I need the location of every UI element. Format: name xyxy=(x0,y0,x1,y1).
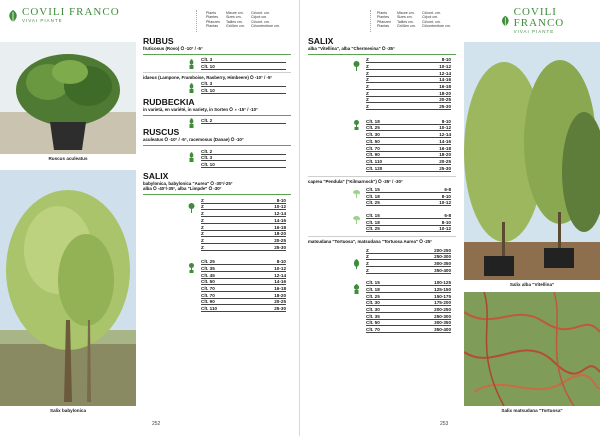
right-page xyxy=(300,0,600,436)
divider xyxy=(143,145,291,146)
trunk-size: 8-10 xyxy=(441,118,451,124)
container-size: Clt. 70 xyxy=(366,145,380,151)
container-size: Clt. 18 xyxy=(366,219,380,225)
table-row xyxy=(201,279,286,286)
legend-text: Größen cm. xyxy=(397,24,416,29)
trunk-size: 12-14 xyxy=(274,211,286,217)
header-legend xyxy=(377,11,451,29)
table-row xyxy=(366,193,451,200)
trunk-size: 200-250 xyxy=(434,307,451,313)
container-size: Z xyxy=(366,97,369,103)
photo-salix-alba-vitellina xyxy=(464,42,600,280)
row-block xyxy=(308,212,456,232)
genus-title: RUDBECKIA xyxy=(143,96,195,107)
table-row xyxy=(201,224,286,231)
divider xyxy=(143,54,291,55)
trunk-size: 8-10 xyxy=(441,193,451,199)
container-size: Clt. 35 xyxy=(366,313,380,319)
container-size: Z xyxy=(201,224,204,230)
trunk-size: 300-350 xyxy=(434,260,451,266)
brand-logo xyxy=(7,7,120,24)
leaf-logo-icon xyxy=(500,14,511,28)
table-row xyxy=(366,254,451,261)
divider xyxy=(308,176,456,177)
container-size: Clt. 30 xyxy=(366,307,380,313)
plant-pot-icon xyxy=(187,118,196,128)
container-size: Z xyxy=(366,84,369,90)
species-line: in varietà, en variété, in variety, in Sorten ⭘ ◑ -15° / -10° xyxy=(143,106,258,112)
brand-name: COVILI FRANCO xyxy=(22,6,120,18)
container-size: Clt. 25 xyxy=(366,293,380,299)
trunk-size: 20-25 xyxy=(439,158,451,164)
table-row xyxy=(366,306,451,313)
table-row xyxy=(366,212,451,219)
trunk-size: 16-18 xyxy=(439,145,451,151)
table-row xyxy=(201,217,286,224)
legend-text: Sizes cm. xyxy=(226,15,242,20)
container-size: Z xyxy=(366,260,369,266)
legend-text: Tailles cm. xyxy=(397,19,414,24)
legend-text: Plants xyxy=(206,11,216,15)
photo-caption: Salix alba "Vitellina" xyxy=(509,282,555,287)
trunk-size: 14-16 xyxy=(274,279,286,285)
trunk-size: 18-20 xyxy=(439,90,451,96)
header-legend xyxy=(206,11,280,29)
trunk-size: 16-18 xyxy=(274,224,286,230)
container-size: Clt. 18 xyxy=(366,118,380,124)
container-size: Clt. 10 xyxy=(201,63,215,69)
container-size: Clt. 50 xyxy=(366,320,380,326)
table-row xyxy=(366,260,451,267)
header-divider xyxy=(196,10,198,32)
trunk-size: 25-30 xyxy=(439,104,451,110)
container-size: Z xyxy=(366,57,369,63)
container-size: Clt. 110 xyxy=(366,158,383,164)
divider xyxy=(308,236,456,237)
genus-title: SALIX xyxy=(143,170,169,181)
container-size: Clt. 2 xyxy=(201,148,213,154)
leaf-logo-icon xyxy=(7,9,19,23)
container-size: Clt. 10 xyxy=(201,87,215,93)
container-size: Z xyxy=(201,211,204,217)
trunk-size: 10-12 xyxy=(439,63,451,69)
table-row xyxy=(201,292,286,299)
legend-text: Plantes xyxy=(377,15,389,20)
legend-text: Ci/cont. cm. xyxy=(421,19,441,24)
brand-logo xyxy=(500,7,600,35)
container-size: Clt. 50 xyxy=(201,279,215,285)
table-row xyxy=(366,125,451,132)
container-size: Clt. 3 xyxy=(201,57,213,63)
table-row xyxy=(366,267,451,274)
trunk-size: 8-10 xyxy=(276,259,286,265)
legend-text: Pflanzen xyxy=(377,19,391,24)
trunk-size: 10-12 xyxy=(274,204,286,210)
photo-ruscus xyxy=(0,42,136,154)
row-block xyxy=(143,118,291,125)
trunk-size: 10-12 xyxy=(439,125,451,131)
legend-text: Ci/cont. cm. xyxy=(250,11,270,15)
container-size: Clt. 30 xyxy=(366,300,380,306)
table-row xyxy=(366,97,451,104)
legend-text: Größen cm. xyxy=(226,24,245,29)
species-line: alba ⭘ -40°/-35°, alba "Limpde" ⭘ -30° xyxy=(143,186,222,192)
trunk-size: 25-30 xyxy=(439,165,451,171)
trunk-size: 18-20 xyxy=(439,152,451,158)
legend-text: Misure cm. xyxy=(226,11,244,15)
container-size: Clt. 90 xyxy=(366,152,380,158)
trunk-size: 250-300 xyxy=(434,313,451,319)
left-price-list xyxy=(143,37,291,312)
table-row xyxy=(366,118,451,125)
container-size: Z xyxy=(366,267,369,273)
row-block xyxy=(143,148,291,168)
trunk-size: 20-25 xyxy=(274,299,286,305)
weeping-tree-icon xyxy=(352,188,361,198)
divider xyxy=(143,194,291,195)
container-size: Clt. 3 xyxy=(201,81,213,87)
trunk-size: 10-12 xyxy=(439,200,451,206)
row-block xyxy=(143,197,291,251)
trunk-size: 125-150 xyxy=(434,287,451,293)
table-row xyxy=(366,313,451,320)
trunk-size: 25-30 xyxy=(274,306,286,312)
container-size: Z xyxy=(366,63,369,69)
container-size: Clt. 25 xyxy=(366,200,380,206)
container-size: Z xyxy=(366,70,369,76)
table-row xyxy=(366,226,451,233)
container-size: Z xyxy=(366,104,369,110)
trunk-size: 100-125 xyxy=(434,280,451,286)
legend-text: Ci/cont. cm. xyxy=(421,11,441,15)
table-row xyxy=(366,186,451,193)
row-block xyxy=(308,247,456,274)
photo-caption: Salix matsudana "Tortuosa" xyxy=(501,408,563,413)
legend-text: Plantas xyxy=(377,24,389,29)
container-size: Z xyxy=(201,237,204,243)
container-size: Clt. 70 xyxy=(201,292,215,298)
container-size: Clt. 25 xyxy=(201,259,215,265)
trunk-size: 10-12 xyxy=(274,265,286,271)
table-row xyxy=(201,87,286,94)
row-block xyxy=(143,81,291,94)
container-size: Clt. 70 xyxy=(366,327,380,333)
table-row xyxy=(201,305,286,312)
legend-text: Pflanzen xyxy=(206,19,220,24)
container-size: Clt. 90 xyxy=(201,299,215,305)
container-size: Clt. 18 xyxy=(366,287,380,293)
container-size: Clt. 3 xyxy=(201,155,213,161)
container-size: Z xyxy=(366,90,369,96)
trunk-size: 8-10 xyxy=(441,219,451,225)
table-row xyxy=(366,152,451,159)
trunk-size: 350-400 xyxy=(434,267,451,273)
table-row xyxy=(366,77,451,84)
trunk-size: 14-16 xyxy=(439,77,451,83)
trunk-size: 6-8 xyxy=(444,212,451,218)
container-size: Clt. 25 xyxy=(366,125,380,131)
table-row xyxy=(201,272,286,279)
table-row xyxy=(366,247,451,254)
table-row xyxy=(366,326,451,333)
plant-pot-icon xyxy=(187,59,196,69)
right-price-list xyxy=(308,37,456,333)
header-divider xyxy=(370,10,372,32)
trunk-size: 8-10 xyxy=(441,57,451,63)
species-line: caprea "Pendula" ("Kilmarnock") ⭘ -35° / -30° xyxy=(308,178,403,184)
table-row xyxy=(366,103,451,110)
legend-text: Tailles cm. xyxy=(226,19,243,24)
legend-text: Ci/pot cm. xyxy=(421,15,439,20)
container-size: Clt. 15 xyxy=(366,280,380,286)
weeping-tree-icon xyxy=(352,214,361,224)
table-row xyxy=(201,118,286,125)
table-row xyxy=(201,161,286,168)
brand-tagline: VIVAI PIANTE xyxy=(513,29,555,34)
container-size: Z xyxy=(366,254,369,260)
container-size: Clt. 15 xyxy=(366,212,380,218)
shrub-icon xyxy=(352,259,361,269)
divider xyxy=(143,115,291,116)
legend-text: Sizes cm. xyxy=(397,15,413,20)
container-size: Clt. 70 xyxy=(201,286,215,291)
table-row xyxy=(201,197,286,204)
trunk-size: 200-250 xyxy=(434,247,451,253)
trunk-size: 6-8 xyxy=(444,186,451,192)
container-size: Clt. 35 xyxy=(201,265,215,271)
container-size: Z xyxy=(201,204,204,210)
legend-text: Ci/pot cm. xyxy=(250,15,268,20)
trunk-size: 12-14 xyxy=(274,272,286,278)
table-row xyxy=(366,90,451,97)
container-size: Clt. 120 xyxy=(366,165,383,171)
genus-title: RUSCUS xyxy=(143,127,180,138)
species-line: babylonica, babylonica "Aurea" ⭘ -30°/-25° xyxy=(143,180,233,186)
table-row xyxy=(366,131,451,138)
divider xyxy=(143,72,291,73)
genus-title: RUBUS xyxy=(143,36,174,46)
table-row xyxy=(201,57,286,64)
table-row xyxy=(201,285,286,292)
photo-salix-tortuosa xyxy=(464,292,600,406)
container-size: Clt. 18 xyxy=(366,193,380,199)
photo-salix-babylonica xyxy=(0,170,136,406)
row-block xyxy=(308,118,456,172)
container-size: Clt. 30 xyxy=(366,132,380,138)
row-block xyxy=(143,259,291,313)
legend-text: Ci/contenitore cm. xyxy=(250,24,280,29)
legend-text: Ci/cont. cm. xyxy=(250,19,270,24)
container-size: Clt. 10 xyxy=(201,161,215,167)
trunk-size: 300-350 xyxy=(434,320,451,326)
brand-name: COVILI FRANCO xyxy=(513,6,565,29)
tree-standard-icon xyxy=(187,203,196,213)
plant-pot-icon xyxy=(187,152,196,162)
tree-pot-icon xyxy=(352,120,361,130)
table-row xyxy=(366,145,451,152)
trunk-size: 20-25 xyxy=(439,97,451,103)
genus-title: SALIX xyxy=(308,36,334,46)
row-block xyxy=(308,186,456,206)
container-size: Z xyxy=(366,247,369,253)
trunk-size: 14-16 xyxy=(274,217,286,223)
table-row xyxy=(366,200,451,207)
container-size: Clt. 15 xyxy=(366,186,380,192)
divider xyxy=(308,54,456,55)
table-row xyxy=(201,148,286,155)
table-row xyxy=(201,204,286,211)
legend-text: Misure cm. xyxy=(397,11,415,15)
plant-pot-icon xyxy=(187,83,196,93)
row-block xyxy=(308,57,456,111)
table-row xyxy=(366,70,451,77)
species-line: matsudana "Tortuosa", matsudana "Tortuosa Aurea" ⭘ -25° xyxy=(308,239,433,245)
table-row xyxy=(201,299,286,306)
page-number: 252 xyxy=(152,421,161,427)
table-row xyxy=(366,138,451,145)
trunk-size: 8-10 xyxy=(276,197,286,203)
trunk-size: 25-30 xyxy=(274,244,286,250)
trunk-size: 350-400 xyxy=(434,327,451,333)
table-row xyxy=(366,57,451,64)
table-row xyxy=(366,286,451,293)
container-size: Z xyxy=(201,231,204,237)
table-row xyxy=(201,244,286,251)
table-row xyxy=(366,63,451,70)
table-row xyxy=(201,210,286,217)
row-block xyxy=(308,280,456,334)
trunk-size: 175-200 xyxy=(434,300,451,306)
container-size: Clt. 25 xyxy=(366,226,380,232)
shrub-pot-icon xyxy=(352,284,361,294)
species-line: aculeatus ⭘ -10° / -5°, racemosus (Danae) ⭘ -10° xyxy=(143,137,244,143)
container-size: Z xyxy=(366,77,369,83)
trunk-size: 12-14 xyxy=(439,70,451,76)
row-block xyxy=(143,57,291,70)
table-row xyxy=(201,259,286,266)
table-row xyxy=(201,81,286,88)
container-size: Clt. 45 xyxy=(201,272,215,278)
legend-text: Plantes xyxy=(206,15,218,20)
container-size: Clt. 50 xyxy=(366,138,380,144)
table-row xyxy=(366,83,451,90)
brand-tagline: VIVAI PIANTE xyxy=(22,18,63,23)
container-size: Z xyxy=(201,197,204,203)
table-row xyxy=(366,280,451,287)
page-number: 253 xyxy=(440,421,449,427)
table-row xyxy=(201,265,286,272)
table-row xyxy=(201,237,286,244)
table-row xyxy=(366,158,451,165)
legend-text: Ci/contenitore cm. xyxy=(421,24,451,29)
table-row xyxy=(366,165,451,172)
legend-text: Plants xyxy=(377,11,387,15)
table-row xyxy=(201,63,286,70)
species-line: fruticosus (Rovo) ⭘ -10° / -5° xyxy=(143,46,203,51)
trunk-size: 150-175 xyxy=(434,293,451,299)
tree-pot-icon xyxy=(187,263,196,273)
trunk-size: 18-20 xyxy=(274,292,286,298)
legend-text: Plantas xyxy=(206,24,218,29)
table-row xyxy=(366,293,451,300)
table-row xyxy=(366,320,451,327)
container-size: Clt. 2 xyxy=(201,118,213,124)
table-row xyxy=(201,155,286,162)
container-size: Z xyxy=(201,217,204,223)
table-row xyxy=(366,300,451,307)
trunk-size: 250-300 xyxy=(434,254,451,260)
trunk-size: 14-16 xyxy=(439,138,451,144)
trunk-size: 16-18 xyxy=(274,286,286,291)
tree-standard-icon xyxy=(352,61,361,71)
trunk-size: 18-20 xyxy=(274,231,286,237)
photo-caption: Salix babylonica xyxy=(50,408,86,413)
trunk-size: 12-14 xyxy=(439,132,451,138)
species-line: idaeus (Lampone, Framboise, Rasberry, Himbeere) ⭘ -10° / -5° xyxy=(143,74,273,80)
trunk-size: 20-25 xyxy=(274,237,286,243)
trunk-size: 16-18 xyxy=(439,84,451,90)
species-line: alba "Vitellina", alba "Chermesina" ⭘ -35° xyxy=(308,46,395,51)
container-size: Z xyxy=(201,244,204,250)
table-row xyxy=(366,219,451,226)
trunk-size: 10-12 xyxy=(439,226,451,232)
table-row xyxy=(201,231,286,238)
container-size: Clt. 110 xyxy=(201,306,218,312)
photo-caption: Ruscus aculeatus xyxy=(48,156,88,161)
